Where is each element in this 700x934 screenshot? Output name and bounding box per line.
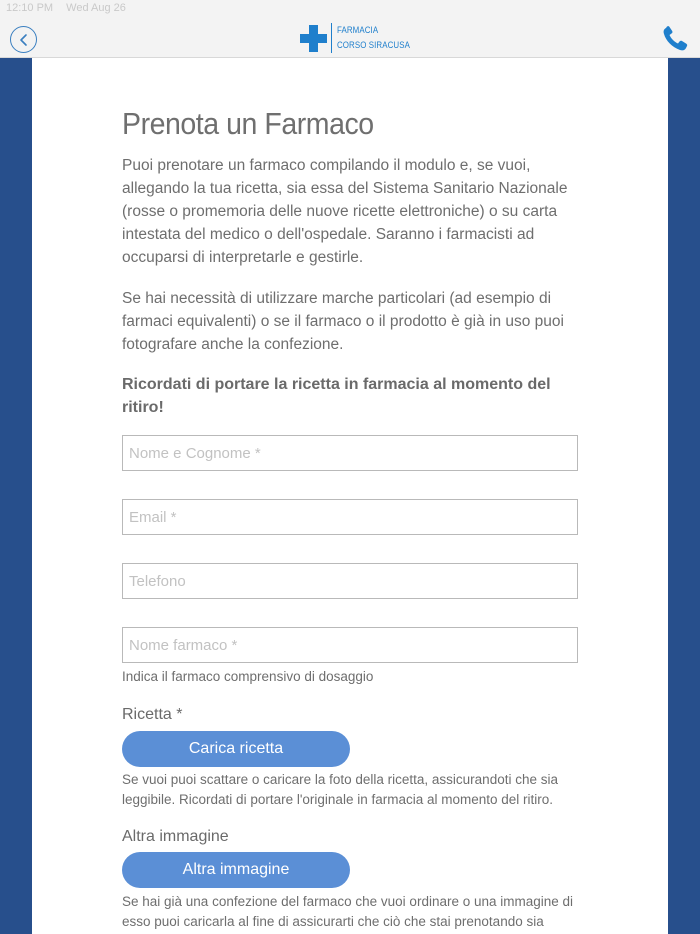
navigation-bar [0, 0, 700, 58]
phone-field[interactable] [122, 563, 578, 599]
booking-card [32, 58, 668, 934]
status-bar [6, 2, 136, 14]
email-field[interactable] [122, 499, 578, 535]
logo-text [337, 23, 410, 53]
name-field[interactable] [122, 435, 578, 471]
upload-prescription-button[interactable]: Carica ricetta [122, 731, 350, 767]
brands-note-text: Se hai necessità di utilizzare marche particolari (ad esempio di farmaci equivalenti) o se il farmaco o il prodotto è già in uso puoi fotografare anche la confezione. [122, 290, 564, 353]
call-button[interactable] [660, 24, 692, 54]
prescription-label: Ricetta * [122, 706, 183, 723]
intro-text: Puoi prenotare un farmaco compilando il modulo e, se vuoi, allegando la tua ricetta, sia essa del Sistema Sanitario Nazionale (rosse o promemoria delle nuove ricette elettroniche) o su carta intestata del medico o dell'ospedale. Saranno i farmacisti ad occuparsi di interpretarle e gestirle. [122, 157, 568, 266]
drug-name-field[interactable] [122, 627, 578, 663]
phone-icon [660, 24, 692, 54]
status-time: 12:10 PM [6, 2, 54, 14]
back-button[interactable] [10, 26, 37, 53]
pharmacy-cross-icon [300, 25, 327, 52]
reminder-text: Ricordati di portare la ricetta in farmacia al momento del ritiro! [122, 376, 551, 416]
prescription-hint: Se vuoi puoi scattare o caricare la foto della ricetta, assicurandoti che sia leggibile. Ricordati di portare l'originale in farmacia al momento del ritiro. [122, 772, 558, 807]
chevron-left-icon [18, 33, 30, 47]
logo-line-1: FARMACIA [337, 25, 379, 35]
other-image-hint: Se hai già una confezione del farmaco che vuoi ordinare o una immagine di esso puoi caricarla al fine di assicurarti che ciò che stai prenotando sia [122, 894, 574, 929]
status-date: Wed Aug 26 [66, 2, 126, 14]
logo-line-2: CORSO SIRACUSA [337, 40, 410, 50]
logo-divider [331, 23, 332, 53]
drug-name-hint: Indica il farmaco comprensivo di dosaggio [122, 669, 374, 684]
pharmacy-logo [300, 22, 420, 54]
upload-other-image-button[interactable]: Altra immagine [122, 852, 350, 888]
other-image-label: Altra immagine [122, 828, 229, 845]
page-title: Prenota un Farmaco [122, 106, 374, 141]
